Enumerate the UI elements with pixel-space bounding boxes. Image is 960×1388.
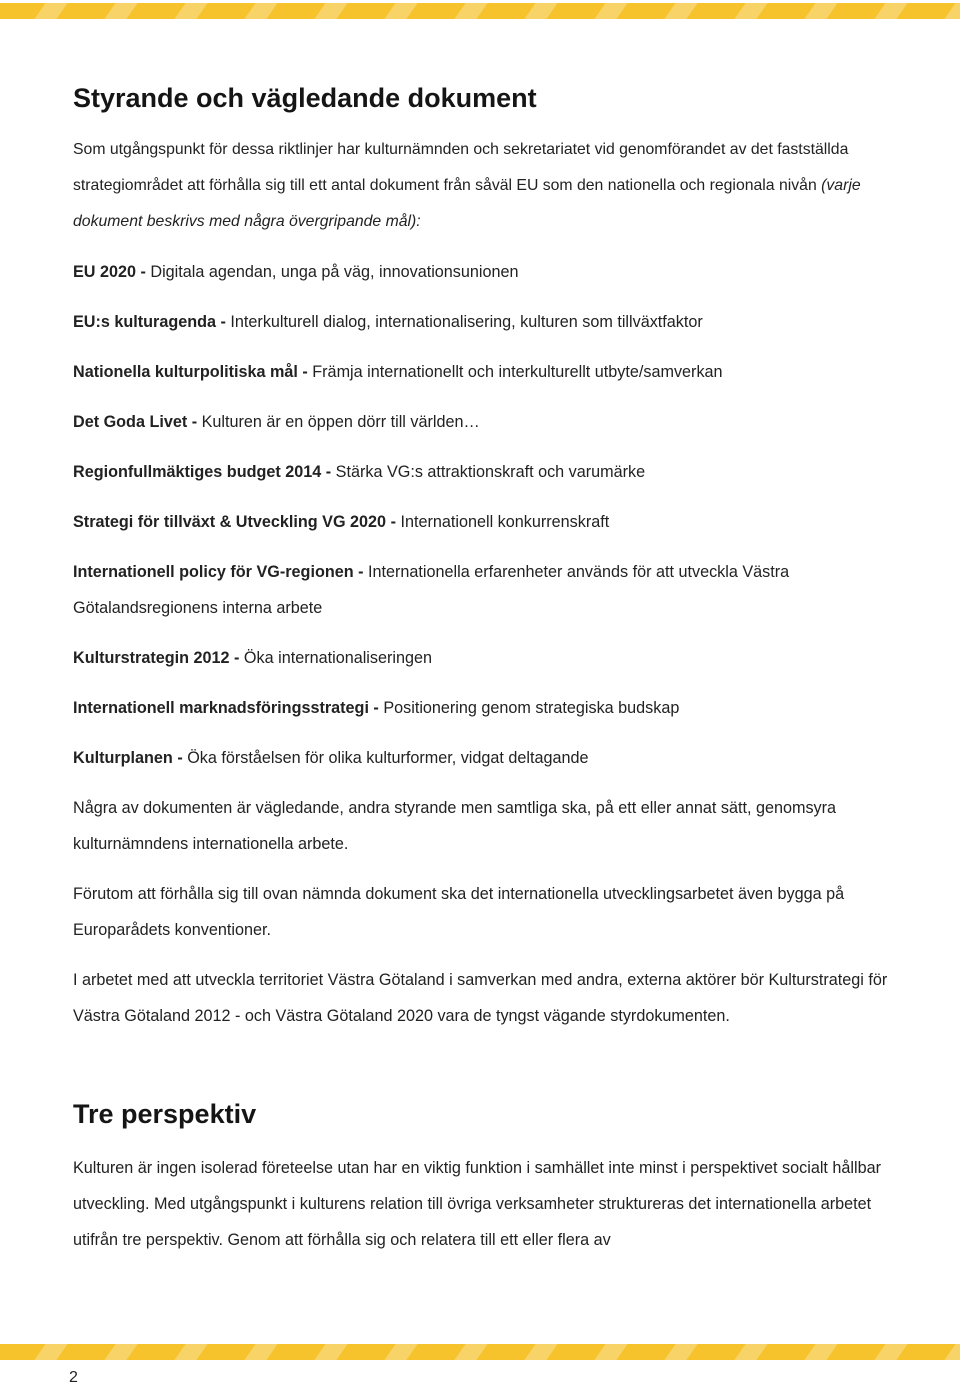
band-stripe bbox=[384, 3, 417, 19]
document-item: Kulturplanen - Öka förståelsen för olika kulturformer, vidgat deltagande bbox=[73, 749, 589, 767]
body-paragraph: Några av dokumenten är vägledande, andra styrande men samtliga ska, på ett eller annat sätt, genomsyra kulturnämndens internationella arbete. bbox=[73, 799, 837, 853]
document-item: Nationella kulturpolitiska mål - Främja internationellt och interkulturellt utbyte/samverkan bbox=[73, 363, 723, 381]
band-stripe bbox=[874, 1344, 907, 1360]
footer-decorative-band bbox=[0, 1344, 960, 1360]
band-stripe bbox=[104, 3, 137, 19]
band-stripe bbox=[944, 1344, 960, 1360]
band-stripe bbox=[874, 3, 907, 19]
document-item: Internationell policy för VG-regionen - Internationella erfarenheter används för att utveckla Västra Götalandsregionens interna arbete bbox=[73, 563, 790, 617]
band-stripe bbox=[524, 1344, 557, 1360]
band-stripe bbox=[594, 3, 627, 19]
band-stripe bbox=[664, 3, 697, 19]
header-decorative-band bbox=[0, 3, 960, 19]
band-stripe bbox=[174, 3, 207, 19]
body-paragraph: Förutom att förhålla sig till ovan nämnda dokument ska det internationella utvecklingsarbetet även bygga på Europarådets konventioner. bbox=[73, 885, 845, 939]
band-stripe bbox=[594, 1344, 627, 1360]
page-content bbox=[73, 76, 903, 1272]
band-stripe bbox=[734, 1344, 767, 1360]
band-stripe bbox=[384, 1344, 417, 1360]
document-item: EU 2020 - Digitala agendan, unga på väg, innovationsunionen bbox=[73, 263, 519, 281]
band-stripe bbox=[314, 3, 347, 19]
document-item: Regionfullmäktiges budget 2014 - Stärka VG:s attraktionskraft och varumärke bbox=[73, 463, 646, 481]
section-heading-styrande: Styrande och vägledande dokument bbox=[73, 83, 537, 113]
document-item: Internationell marknadsföringsstrategi - Positionering genom strategiska budskap bbox=[73, 699, 680, 717]
band-stripe bbox=[454, 3, 487, 19]
section-heading-tre-perspektiv: Tre perspektiv bbox=[73, 1099, 257, 1129]
perspective-paragraph: Kulturen är ingen isolerad företeelse utan har en viktig funktion i samhället inte minst i perspektivet socialt hållbar utveckling. Med utgångspunkt i kulturens relation till övriga verksamheter struktureras det internationella arbetet utifrån tre perspektiv. Genom att förhålla sig och relatera till ett eller flera av bbox=[73, 1159, 882, 1249]
band-stripe bbox=[664, 1344, 697, 1360]
intro-italic-note: (varje dokument beskrivs med några övergripande mål): bbox=[73, 177, 861, 230]
document-list bbox=[73, 254, 903, 776]
page-number: 2 bbox=[69, 1369, 78, 1386]
band-stripe bbox=[944, 3, 960, 19]
intro-text: Som utgångspunkt för dessa riktlinjer har kulturnämnden och sekretariatet vid genomförandet av det fastställda strategiområdet att förhålla sig till ett antal dokument från såväl EU som den nationella och regionala nivån bbox=[73, 141, 849, 194]
band-stripe bbox=[804, 1344, 837, 1360]
band-stripe bbox=[734, 3, 767, 19]
band-stripe bbox=[104, 1344, 137, 1360]
body-paragraph: I arbetet med att utveckla territoriet Västra Götaland i samverkan med andra, externa aktörer bör Kulturstrategi för Västra Götaland 2012 - och Västra Götaland 2020 vara de tyngst vägande styrdokumenten. bbox=[73, 971, 888, 1025]
band-stripe bbox=[454, 1344, 487, 1360]
band-stripe bbox=[314, 1344, 347, 1360]
document-item: Det Goda Livet - Kulturen är en öppen dörr till världen… bbox=[73, 413, 480, 431]
band-stripe bbox=[524, 3, 557, 19]
document-item: Strategi för tillväxt & Utveckling VG 2020 - Internationell konkurrenskraft bbox=[73, 513, 610, 531]
band-stripe bbox=[804, 3, 837, 19]
document-item: EU:s kulturagenda - Interkulturell dialog, internationalisering, kulturen som tillväxtfaktor bbox=[73, 313, 703, 331]
band-stripe bbox=[174, 1344, 207, 1360]
band-stripe bbox=[34, 1344, 67, 1360]
band-stripe bbox=[244, 1344, 277, 1360]
document-item: Kulturstrategin 2012 - Öka internationaliseringen bbox=[73, 649, 432, 667]
band-stripe bbox=[34, 3, 67, 19]
intro-paragraph bbox=[73, 132, 903, 240]
band-stripe bbox=[244, 3, 277, 19]
